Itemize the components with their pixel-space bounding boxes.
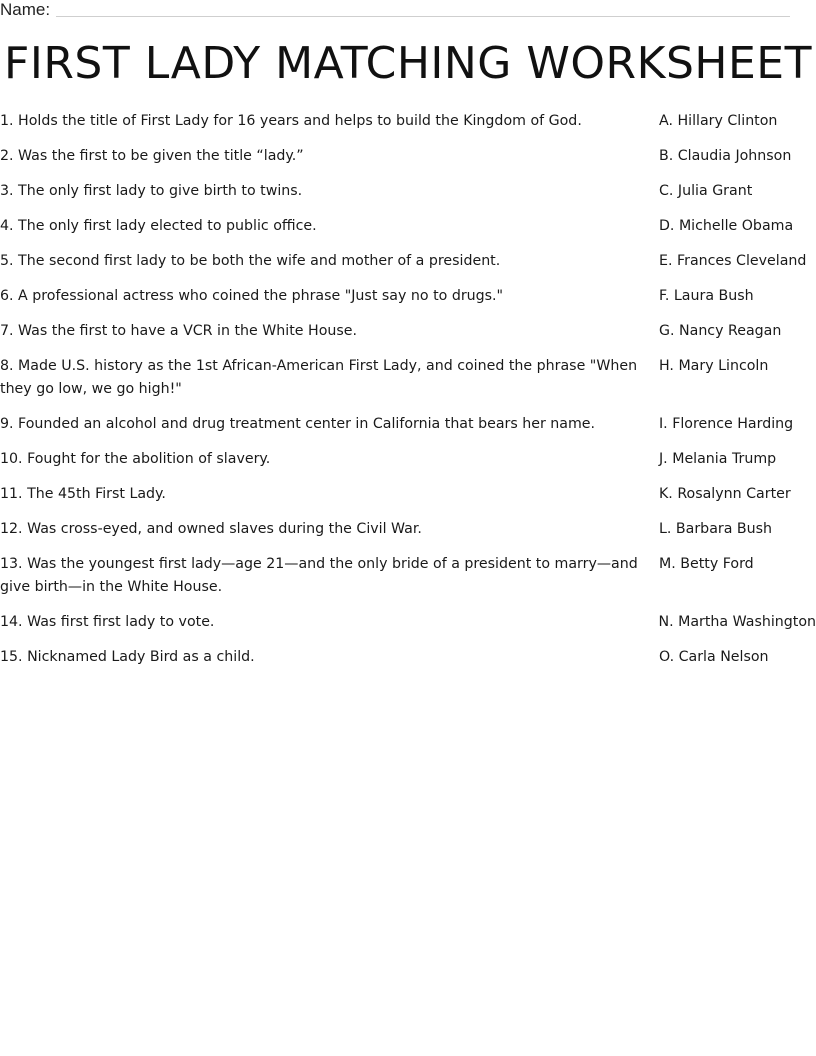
clue-3: 3. The only first lady to give birth to twins. [0, 183, 303, 199]
clue-11: 11. The 45th First Lady. [0, 486, 166, 502]
matching-row [0, 355, 816, 401]
clue-2: 2. Was the first to be given the title “lady.” [0, 148, 304, 164]
name-write-line[interactable] [56, 16, 790, 17]
matching-row [0, 320, 816, 343]
matching-row [0, 483, 816, 506]
answer-a: A. Hillary Clinton [659, 113, 778, 129]
clue-7: 7. Was the first to have a VCR in the White House. [0, 323, 358, 339]
clue-1: 1. Holds the title of First Lady for 16 years and helps to build the Kingdom of God. [0, 113, 582, 129]
answer-e: E. Frances Cleveland [659, 253, 807, 269]
clue-15: 15. Nicknamed Lady Bird as a child. [0, 649, 255, 665]
matching-row [0, 413, 816, 436]
clue-8: 8. Made U.S. history as the 1st African-American First Lady, and coined the phrase "When they go low, we go high!" [0, 358, 638, 397]
matching-row [0, 611, 816, 634]
matching-row [0, 518, 816, 541]
answer-d: D. Michelle Obama [659, 218, 794, 234]
matching-row [0, 553, 816, 599]
answer-h: H. Mary Lincoln [659, 358, 769, 374]
answer-n: N. Martha Washington [658, 614, 816, 630]
answer-g: G. Nancy Reagan [659, 323, 782, 339]
matching-list [0, 110, 816, 681]
name-label: Name: [0, 0, 51, 19]
matching-row [0, 448, 816, 471]
matching-row [0, 180, 816, 203]
answer-f: F. Laura Bush [659, 288, 754, 304]
answer-i: I. Florence Harding [659, 416, 794, 432]
answer-c: C. Julia Grant [659, 183, 753, 199]
clue-10: 10. Fought for the abolition of slavery. [0, 451, 271, 467]
answer-m: M. Betty Ford [659, 556, 754, 572]
clue-9: 9. Founded an alcohol and drug treatment center in California that bears her name. [0, 416, 596, 432]
clue-4: 4. The only first lady elected to public office. [0, 218, 317, 234]
matching-row [0, 646, 816, 669]
clue-12: 12. Was cross-eyed, and owned slaves during the Civil War. [0, 521, 422, 537]
clue-5: 5. The second first lady to be both the wife and mother of a president. [0, 253, 501, 269]
clue-13: 13. Was the youngest first lady—age 21—and the only bride of a president to marry—and give birth—in the White House. [0, 556, 638, 595]
matching-row [0, 285, 816, 308]
clue-6: 6. A professional actress who coined the phrase "Just say no to drugs." [0, 288, 504, 304]
answer-b: B. Claudia Johnson [659, 148, 792, 164]
answer-j: J. Melania Trump [659, 451, 777, 467]
answer-k: K. Rosalynn Carter [659, 486, 791, 502]
answer-l: L. Barbara Bush [659, 521, 773, 537]
matching-row [0, 215, 816, 238]
clue-14: 14. Was first first lady to vote. [0, 614, 215, 630]
name-field-row [0, 0, 790, 22]
matching-row [0, 110, 816, 133]
worksheet-title: FIRST LADY MATCHING WORKSHEET [4, 38, 812, 89]
answer-o: O. Carla Nelson [659, 649, 769, 665]
matching-row [0, 250, 816, 273]
matching-row [0, 145, 816, 168]
